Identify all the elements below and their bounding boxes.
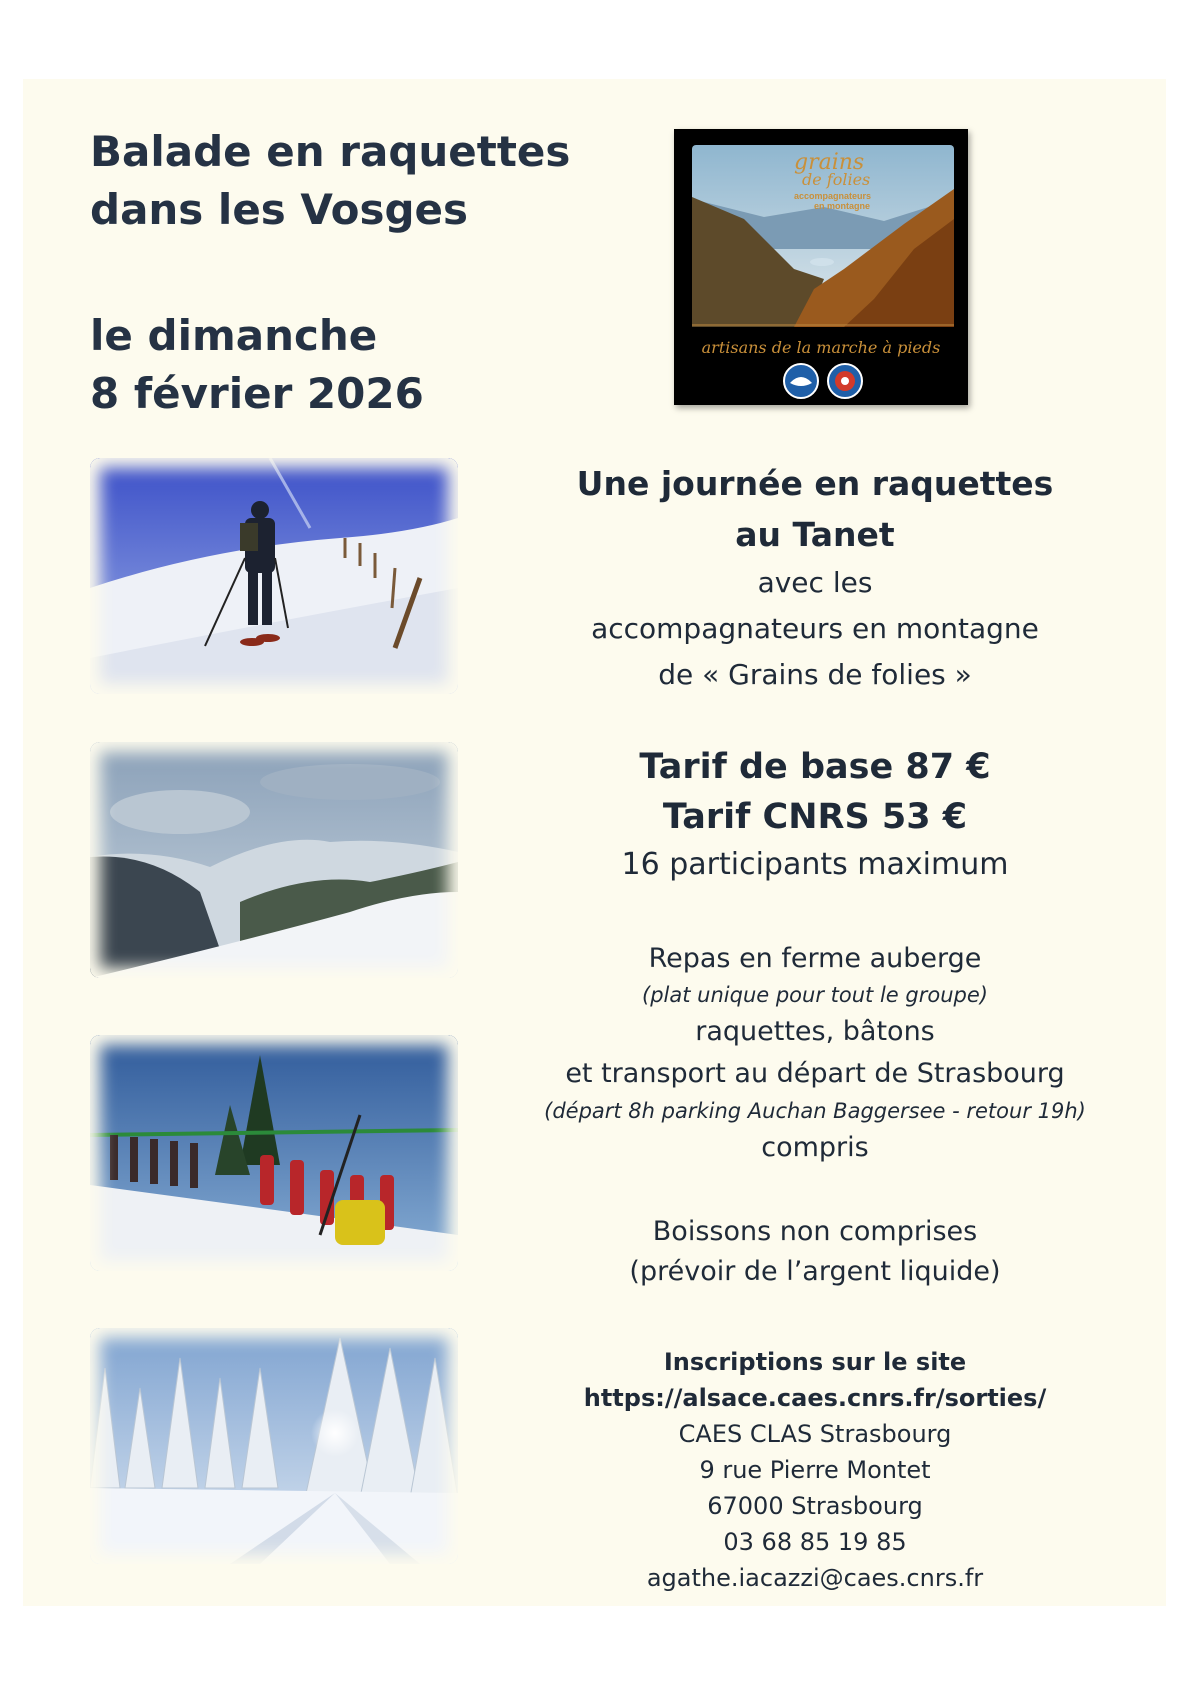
- drinks-line-1: Boissons non comprises: [652, 1216, 978, 1247]
- included-transport: et transport au départ de Strasbourg: [565, 1058, 1065, 1089]
- intro-line-1: Une journée en raquettes: [576, 464, 1054, 503]
- price-cnrs: Tarif CNRS 53 €: [662, 797, 968, 837]
- photo-snowshoe-hiker: [90, 458, 458, 694]
- included-meal-note: (plat unique pour tout le groupe): [642, 983, 988, 1007]
- photo-snowshoes-rack: [90, 1035, 458, 1271]
- logo-sub-2: en montagne: [814, 201, 871, 211]
- included-block: [500, 939, 1130, 1169]
- included-compris: compris: [761, 1132, 869, 1163]
- included-transport-note: (départ 8h parking Auchan Baggersee - retour 19h): [544, 1099, 1086, 1123]
- contact-phone: 03 68 85 19 85: [723, 1528, 907, 1556]
- date-line-2: 8 février 2026: [90, 369, 424, 418]
- title-line-1: Balade en raquettes: [90, 127, 571, 176]
- drinks-block: [500, 1212, 1130, 1292]
- included-equipment: raquettes, bâtons: [695, 1016, 935, 1047]
- registration-heading: Inscriptions sur le site: [663, 1348, 967, 1376]
- contact-email[interactable]: agathe.iacazzi@caes.cnrs.fr: [646, 1564, 984, 1592]
- intro-line-4: accompagnateurs en montagne: [591, 612, 1039, 645]
- logo-tagline: artisans de la marche à pieds: [701, 338, 941, 357]
- contact-street: 9 rue Pierre Montet: [699, 1456, 931, 1484]
- contact-city: 67000 Strasbourg: [707, 1492, 923, 1520]
- date-line-1: le dimanche: [90, 311, 378, 360]
- contact-block: [500, 1344, 1130, 1596]
- price-base: Tarif de base 87 €: [639, 747, 991, 787]
- participants-max: 16 participants maximum: [621, 847, 1009, 882]
- contact-org: CAES CLAS Strasbourg: [678, 1420, 952, 1448]
- grains-de-folies-logo: [674, 129, 968, 405]
- included-meal: Repas en ferme auberge: [648, 943, 982, 974]
- intro-line-5: de « Grains de folies »: [658, 658, 972, 691]
- pricing-block: [500, 742, 1130, 888]
- photo-mountain-panorama: [90, 742, 458, 978]
- logo-brand-mid: de folies: [802, 170, 871, 189]
- intro-line-2: au Tanet: [735, 515, 895, 554]
- intro-line-3: avec les: [757, 566, 873, 599]
- event-intro: [500, 458, 1130, 698]
- event-date: [90, 307, 424, 423]
- logo-brand-top: grains: [794, 150, 865, 175]
- logo-sub-1: accompagnateurs: [794, 191, 872, 201]
- poster-title: [90, 123, 570, 239]
- registration-url[interactable]: https://alsace.caes.cnrs.fr/sorties/: [583, 1384, 1047, 1412]
- drinks-line-2: (prévoir de l’argent liquide): [629, 1256, 1001, 1287]
- photo-snowy-forest: [90, 1328, 458, 1564]
- title-line-2: dans les Vosges: [90, 185, 469, 234]
